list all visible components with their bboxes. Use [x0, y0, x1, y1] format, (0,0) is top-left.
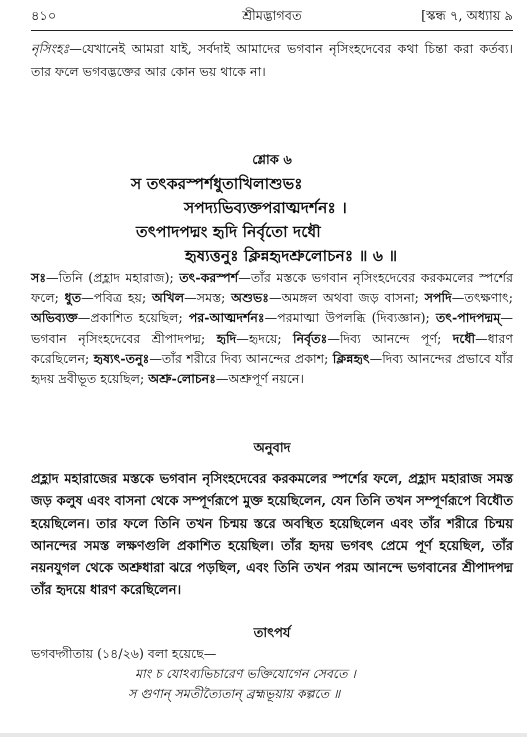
synonym-meaning: —তাঁর শরীরে দিব্য আনন্দের প্রকাশ;	[149, 350, 333, 366]
verse-heading: শ্লোক ৬	[252, 153, 292, 168]
synonym-term: দধৌ	[452, 330, 476, 346]
synonym-term: পর-আত্মদর্শনঃ	[188, 310, 265, 326]
synonym-meaning: —সমস্ত;	[184, 290, 232, 306]
prev-purport-text: —যেখানেই আমরা যাই, সর্বদাই আমাদের ভগবান নৃসিংহদেবের কথা চিন্তা করা কর্তব্য। তার ফলে ভগবদ্ভক্তের আর কোন ভয় থাকে না।	[31, 41, 513, 79]
synonym-meaning: —দিব্য আনন্দের প্রভাবে যাঁর হৃদয় দ্রবীভূত হয়েছিল;	[31, 350, 513, 387]
page-header	[31, 6, 513, 28]
synonym-term: তৎ-পাদপদ্মম্	[435, 310, 501, 326]
header-rule	[31, 30, 513, 31]
verse-block	[31, 150, 513, 268]
synonym-meaning: —অমঙ্গল অথবা জড় বাসনা;	[269, 290, 425, 306]
page-bottom-edge	[0, 733, 527, 737]
translation-text: প্রহ্লাদ মহারাজের মস্তকে ভগবান নৃসিংহদেবের করকমলের স্পর্শের ফলে, প্রহ্লাদ মহারাজ সমস্ত জড় কলুষ এবং বাসনা থেকে সম্পূর্ণরূপে মুক্ত হয়েছিলেন, যেন তিনি তখন সম্পূর্ণরূপে বিধৌত হয়েছিলেন। তার ফলে তিনি তখন চিন্ময় স্তরে অবস্থিত হয়েছিলেন এবং তাঁর শরীরে চিন্ময় আনন্দের সমস্ত লক্ষণগুলি প্রকাশিত হয়েছিল। তাঁর হৃদয় ভগবৎ প্রেমে পূর্ণ হয়েছিল, তাঁর নয়নযুগল থেকে অশ্রুধারা ঝরে পড়ছিল, এবং তিনি তখন পরম আনন্দে ভগবানের শ্রীপাদপদ্ম তাঁর হৃদয়ে ধারণ করেছিলেন।	[31, 472, 513, 599]
synonym-term: ক্লিন্নহৃৎ	[332, 350, 370, 366]
synonym-meaning: —প্রকাশিত হয়েছিল;	[77, 310, 189, 326]
prev-purport-term: নৃসিংহঃ	[31, 41, 70, 56]
translation-heading: অনুবাদ	[253, 441, 291, 456]
synonym-meaning: —ধারণ করেছিলেন;	[31, 330, 513, 366]
synonym-meaning: —পরমাত্মা উপলব্ধি (দিব্যজ্ঞান);	[264, 310, 436, 326]
synonym-meaning: —তৎক্ষণাৎ;	[451, 290, 513, 306]
synonym-term: অখিল	[152, 290, 185, 306]
book-title: শ্রীমদ্ভাগবত	[242, 9, 302, 24]
quote-line-1: মাং চ যোঽব্যভিচারেণ ভক্তিযোগেন সেবতে ।	[135, 666, 356, 681]
synonym-meaning: —ভগবান নৃসিংহদেবের শ্রীপাদপদ্ম;	[31, 310, 513, 346]
verse-line-3: তৎপাদপদ্মং হৃদি নির্বৃতো দধৌ	[136, 222, 321, 241]
synonym-meaning: —তিনি (প্রহ্লাদ মহারাজ);	[46, 270, 180, 285]
synonym-meaning: —অশ্রুপূর্ণ নয়নে।	[215, 371, 304, 387]
prev-purport-end	[31, 38, 513, 83]
purport-block	[31, 624, 513, 704]
synonym-term: ধুত	[64, 290, 82, 306]
synonym-term: নির্বৃতঃ	[293, 330, 328, 346]
verse-line-4: হৃষ্যত্তনুঃ ক্লিন্নহৃদশ্রুলোচনঃ ॥ ৬ ॥	[185, 246, 398, 265]
translation-block	[31, 439, 513, 603]
synonym-term: সপদি	[424, 290, 452, 306]
synonym-term: হৃদি	[216, 330, 237, 346]
synonym-meaning: —হৃদয়ে;	[236, 330, 294, 346]
synonym-meaning: —দিব্য আনন্দে পূর্ণ;	[327, 330, 453, 346]
synonyms-paragraph	[31, 268, 513, 389]
synonym-meaning: —তাঁর মস্তকে ভগবান নৃসিংহদেবের করকমলের স্পর্শের ফলে;	[31, 270, 513, 306]
verse-line-1: স তৎকরস্পর্শধুতাখিলাশুভঃ	[131, 174, 303, 193]
verse-line-2: সপদ্যভিব্যক্তপরাত্মদর্শনঃ ।	[184, 198, 347, 217]
page-number: ৪১০	[31, 9, 57, 24]
purport-heading: তাৎপর্য	[253, 626, 291, 641]
quote-line-2: স গুণান্ সমতীত্যৈতান্ ব্রহ্মভূয়ায় কল্পতে ॥	[128, 686, 341, 701]
synonyms	[31, 268, 513, 389]
synonym-term: অশ্রু-লোচনঃ	[148, 371, 216, 387]
synonym-term: তৎ-করস্পর্শ	[179, 270, 239, 285]
synonym-term: অভিব্যক্ত	[31, 310, 78, 326]
synonym-term: অশুভঃ	[231, 290, 270, 306]
synonym-term: হৃষ্যৎ-তনুঃ	[93, 350, 150, 366]
purport-intro: ভগবদ্গীতায় (১৪/২৬) বলা হয়েছে—	[31, 646, 217, 661]
synonym-meaning: —পবিত্র হয়;	[81, 290, 152, 306]
section-label: [স্কন্ধ ৭, অধ্যায় ৯	[421, 9, 513, 24]
synonym-term: সঃ	[31, 270, 47, 285]
